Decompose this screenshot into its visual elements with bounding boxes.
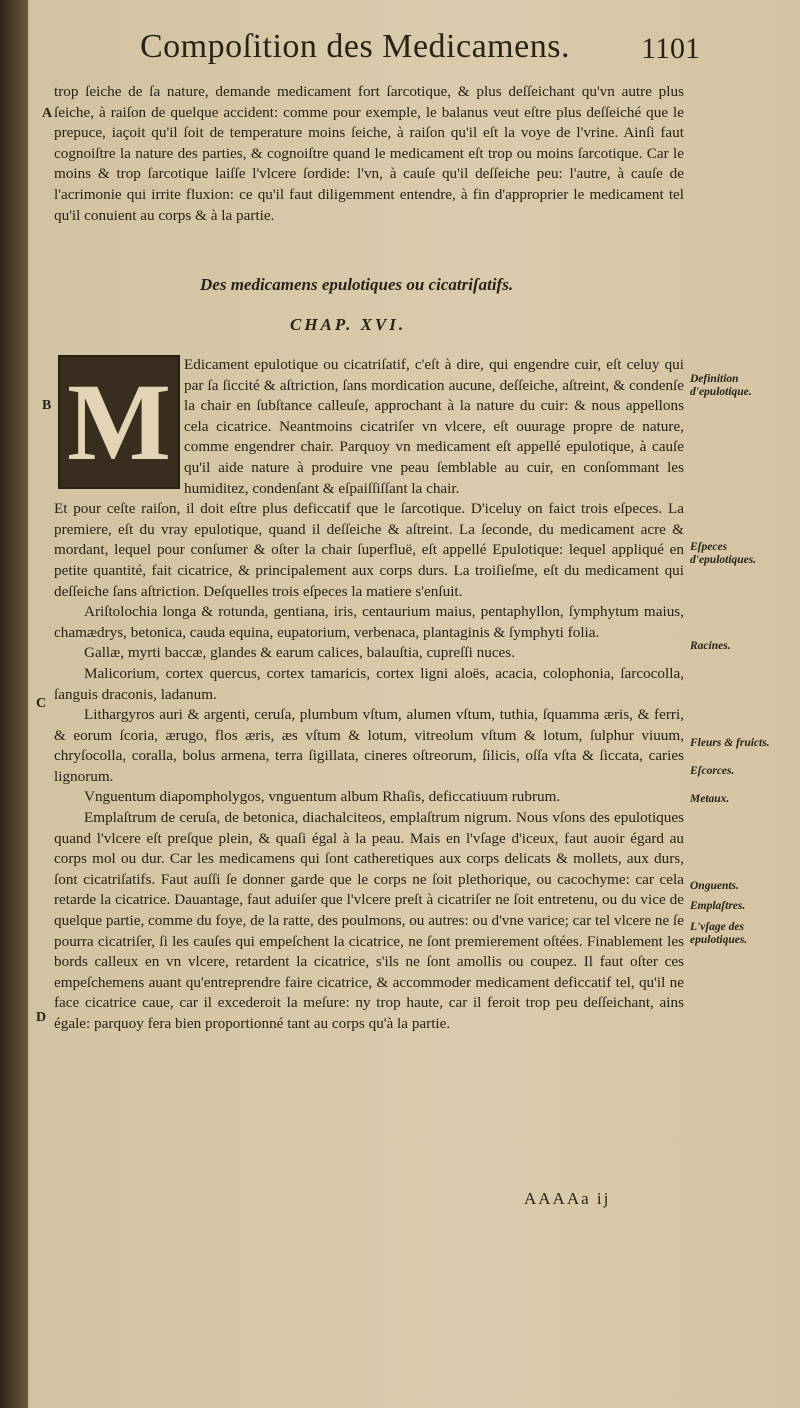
margin-note: L'vſage des epulotiques. <box>690 921 748 946</box>
margin-note: Fleurs & fruicts. <box>690 737 770 749</box>
initial-spacer <box>54 355 184 491</box>
chapter-paragraph: Gallæ, myrti baccæ, glandes & earum calices, balauſtia, cupreſſi nuces. <box>84 644 516 662</box>
chapter-paragraph: Vnguentum diapompholygos, vnguentum album Rhaſis, deficcatiuum rubrum. <box>84 788 561 806</box>
margin-note: Eſcorces. <box>690 765 735 777</box>
margin-note: Racines. <box>690 640 731 652</box>
margin-note: Metaux. <box>690 793 730 805</box>
chapter-paragraph: Edicament epulotique ou cicatriſatif, c'eſt à dire, qui engendre cuir, eſt celuy qui par ſa ſiccité & aſtriction, ſans mordication aucune, deſſeiche, aſtreint, & condenſe la chair en ſubſtance calleuſe, approchant à la nature du cuir: & nous appellons cela cicatrice. Neantmoins cicatriſer vn vlcere, eſt ouurage propre de nature, comme engendrer chair. Parquoy vn medicament eſt appellé epulotique, à cauſe qu'il aide nature à produire vne peau ſemblable au cuir, en conſommant les humiditez, condenſant & eſpaiſſiſſant la chair. <box>184 356 684 497</box>
margin-letter: A <box>42 106 53 121</box>
intro-paragraph: trop ſeiche de ſa nature, demande medicament fort ſarcotique, & plus deſſeichant qu'vn autre plus ſeiche, à raiſon de quelque accident: comme pour exemple, le balanus veut eſtre plus deſſeiché que le prepuce, iaçoit qu'il ſoit de temperature moins ſeiche, à raiſon qu'il eſt la voye de l'vrine. Ainſi faut cognoiſtre la nature des parties, & cognoiſtre quand le medicament eſt trop ou moins ſarcotique. Car le moins & trop ſarcotique laiſſe l'vlcere ſordide: l'vn, à cauſe qu'il deſſeiche peu: l'autre, à cauſe de l'acrimonie qui irrite fluxion: ce qu'il faut diligemment entendre, à fin d'approprier le medicament tel qu'il conuient au corps & à la partie. <box>54 83 684 224</box>
chapter-paragraph: Lithargyros auri & argenti, ceruſa, plumbum vſtum, alumen vſtum, tuthia, ſquamma æris, & ferri, & eorum ſcoria, ærugo, flos æris, æs vſtum & lotum, vitreolum vſtum & lotum, ſulphur viuum, chryſocolla, coralla, bolus armena, terra ſigillata, cineres oſtreorum, ſilicis, oſſa vſta & ſiccata, caries lignorum. <box>54 706 684 785</box>
facing-page-edge <box>0 0 28 1408</box>
margin-letter: B <box>42 398 52 413</box>
intro-text <box>54 82 684 226</box>
initial-letter: M <box>67 361 171 483</box>
margin-letter: D <box>36 1010 47 1025</box>
signature-mark: AAAAa ij <box>524 1189 611 1208</box>
margin-letter: C <box>36 696 47 711</box>
chapter-label: CHAP. XVI. <box>290 315 407 334</box>
chapter-paragraph: Emplaſtrum de ceruſa, de betonica, diachalciteos, emplaſtrum nigrum. Nous vſons des epulotiques quand l'vlcere eſt preſque plein, & quaſi égal à la peau. Mais en l'vſage d'iceux, faut auoir égard au corps mol ou dur. Car les medicamens qui ſont catheretiques aux corps delicats & mollets, aux durs, ſont cicatriſatifs. Faut auſſi ſe donner garde que le corps ne ſoit plethorique, ou cacochyme: car cela retarde la cicatrice. Dauantage, faut aduiſer que l'vlcere preſt à cicatriſer ne ſoit entretenu, ou du vice de quelque partie, comme du foye, de la ratte, des poulmons, ou autres: ou d'vne varice; car tel vlcere ne ſe pourra cicatriſer, ſi les cauſes qui empeſchent la cicatrice, ne ſont premierement oſtées. Finablement les bords calleux en vn vlcere, retardent la cicatrice, s'ils ne ſont amollis ou coupez. Il faut oſter ces empeſchemens auant qu'entreprendre faire cicatrice, & accommoder medicament deficcatif tel, qu'il ne face cicatrice caue, car il excederoit la meſure: ny trop haute, car il feroit trop peu deſſeichant, ains égale: parquoy fera bien proportionné tant au corps qu'à la partie. <box>54 809 684 1032</box>
page-number: 1101 <box>641 32 700 65</box>
margin-note: Definition d'epulotique. <box>690 373 752 398</box>
chapter-paragraph: Malicorium, cortex quercus, cortex tamaricis, cortex ligni aloës, acacia, colophonia, ſarcocolla, ſanguis draconis, ladanum. <box>54 664 684 703</box>
page-header <box>140 28 700 78</box>
running-title: Compoſition des Medicamens. <box>140 28 570 65</box>
margin-note: Emplaſtres. <box>690 900 746 912</box>
margin-note: Eſpeces d'epulotiques. <box>690 541 757 566</box>
chapter-paragraph: Et pour ceſte raiſon, il doit eſtre plus deficcatif que le ſarcotique. D'iceluy on faict trois eſpeces. La premiere, eſt du vray epulotique, quand il deſſeiche & aſtreint. La ſeconde, du medicament acre & mordant, lequel pour conſumer & oſter la chair ſuperfluë, eſt appellé Epulotique: lequel appliqué en petite quantité, fait cicatrice, & principalement aux corps durs. La troiſieſme, eſt du medicament qui deſſeiche ſans aſtriction. Deſquelles trois eſpeces la matiere s'enſuit. <box>54 500 684 600</box>
margin-note: Onguents. <box>690 880 739 892</box>
chapter-title: Des medicamens epulotiques ou cicatriſatifs. <box>200 275 514 294</box>
chapter-paragraph: Ariſtolochia longa & rotunda, gentiana, iris, centaurium maius, pentaphyllon, ſymphytum maius, chamædrys, betonica, cauda equina, eupatorium, verbenaca, plantaginis & ſymphyti folia. <box>54 603 684 641</box>
chapter-body <box>54 355 684 1035</box>
